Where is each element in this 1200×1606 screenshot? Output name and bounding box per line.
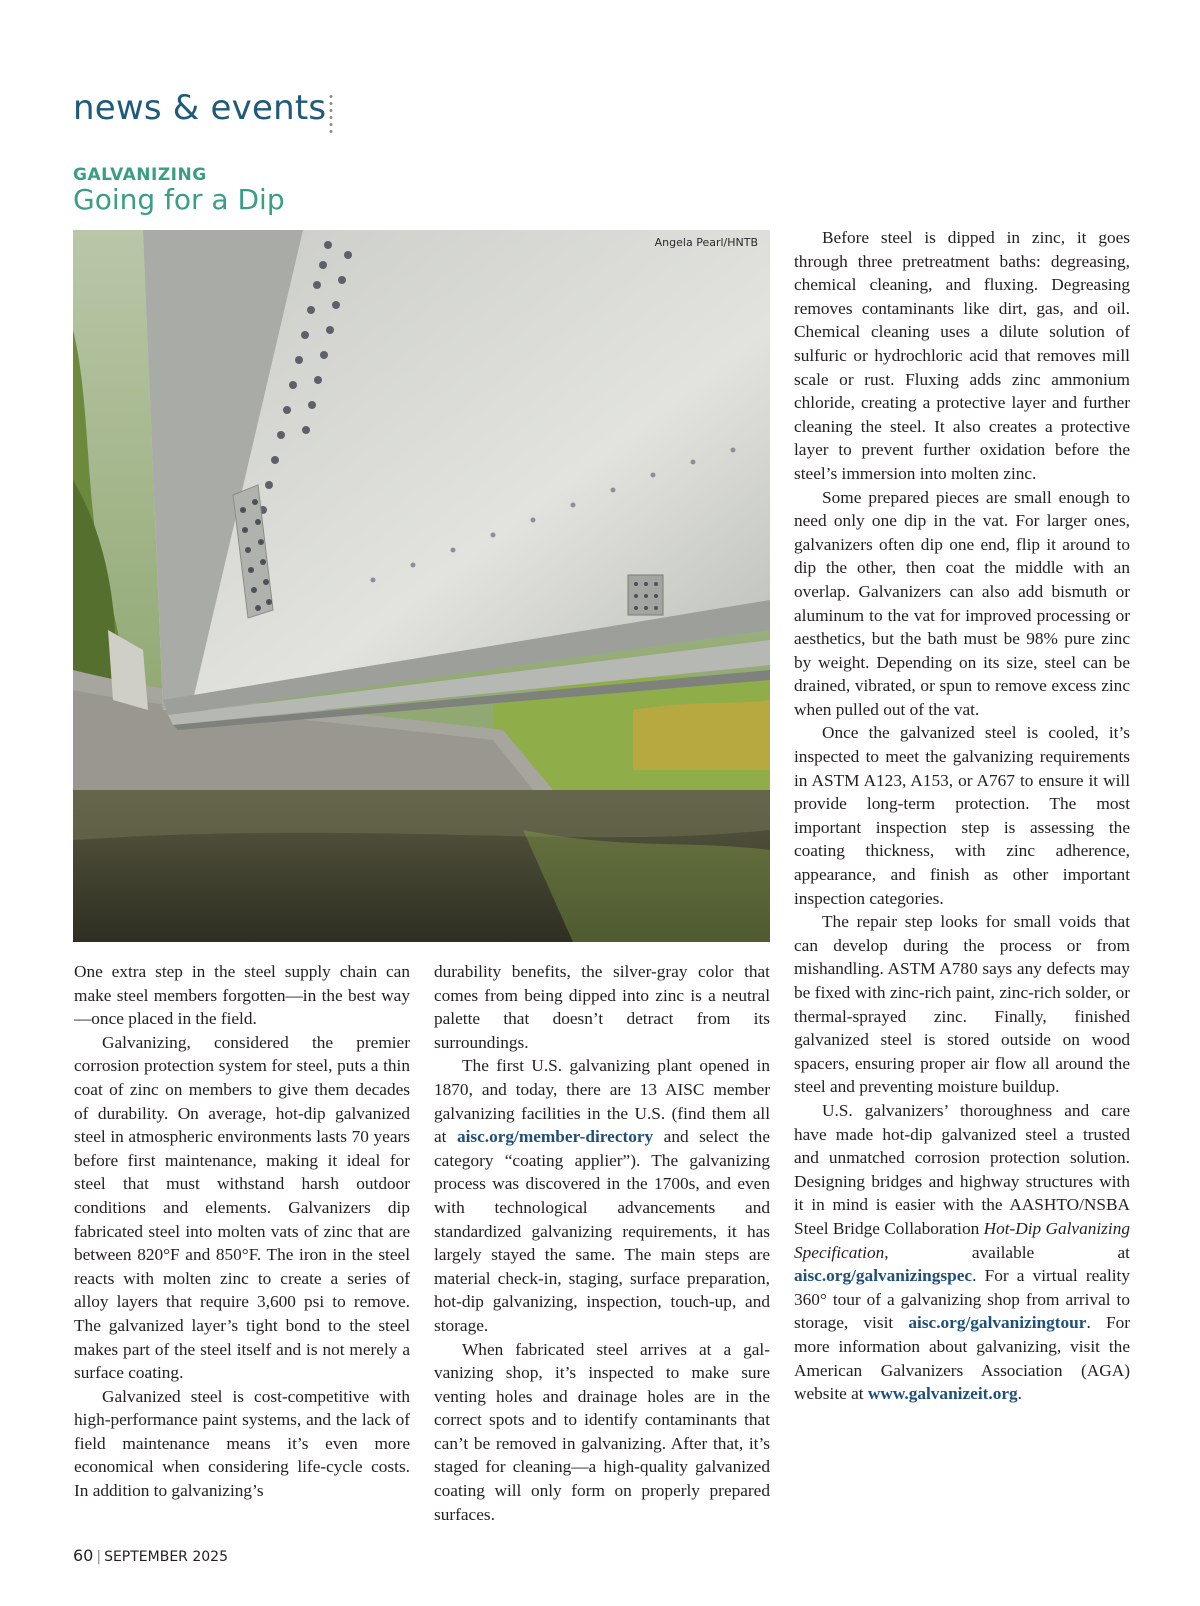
paragraph: One extra step in the steel supply chain can make steel members forgotten—in the best way—once placed in the field. — [74, 962, 410, 1029]
photo-credit: Angela Pearl/HNTB — [654, 236, 758, 249]
paragraph: Galvanizing, considered the premier corrosion protection system for steel, puts a thin coat of zinc on members to give them decades of durability. On average, hot-dip galvanized steel in atmospheric environments lasts 70 years before first maintenance, making it ideal for steel that must withstand harsh outdoor conditions and elements. Galvanizers dip fabricated steel into molten vats of zinc that are between 820°F and 850°F. The iron in the steel reacts with molten zinc to create a series of alloy layers that require 3,600 psi to remove. The galvanized layer’s tight bond to the steel makes part of the steel itself and is not merely a surface coating. — [74, 1032, 410, 1383]
aga-website-link[interactable]: www.galvanizeit.org — [867, 1384, 1018, 1404]
section-title: news & events — [73, 88, 327, 128]
spec-title: Hot-Dip Galvanizing Specification — [794, 1218, 1130, 1262]
paragraph — [434, 1054, 770, 1337]
article-column-3 — [794, 226, 1130, 1406]
bridge-underside-photo-icon — [73, 230, 770, 942]
article-column-2 — [434, 960, 770, 1526]
paragraph: Some prepared pieces are small enough to need only one dip in the vat. For larger ones, galvanizers often dip one end, flip it around to dip the other, then coat the middle with an overlap. Galvanizers can also add bismuth or aluminum to the vat for improved processing or aesthetics, but the bath must be 98% pure zinc by weight. Depending on its size, steel can be drained, vibrated, or spun to remove excess zinc when pulled out of the vat. — [794, 487, 1130, 719]
paragraph-text: . For a virtual reality 360° tour of a galvanizing shop from arrival to storage, visit — [794, 1266, 1130, 1333]
article-headline: Going for a Dip — [73, 183, 285, 216]
issue-date: SEPTEMBER 2025 — [104, 1549, 228, 1565]
galvanizing-tour-link[interactable]: aisc.org/galvanizingtour — [908, 1313, 1087, 1333]
paragraph-text: The first U.S. galvanizing plant opened in 1870, and today, there are 13 AISC member galvanizing facilities in the U.S. (find them all at — [434, 1056, 770, 1147]
page-number: 60 — [73, 1546, 94, 1565]
dotted-divider — [329, 93, 333, 137]
paragraph-text: . For more information about galvanizing, visit the American Galvanizers Association (AGA) website at — [794, 1313, 1130, 1404]
galvanizing-spec-link[interactable]: aisc.org/galvanizingspec — [794, 1266, 973, 1286]
paragraph: Galvanized steel is cost-competitive with high-performance paint systems, and the lack of field maintenance means it’s even more economical when considering life-cycle costs. In addition to galvanizing’s — [74, 1386, 410, 1501]
page-footer — [73, 1546, 228, 1565]
paragraph-text: U.S. galvanizers’ thoroughness and care have made hot-dip galvanized steel a trusted and unmatched corrosion protection solution. Designing bridges and highway structures with it in mind is easier with the AASHTO/NSBA Steel Bridge Collaboration — [794, 1100, 1130, 1238]
paragraph-text: and select the category “coating applier”). The galvanizing process was discovered in the 1700s, and even with technological advancements and standardized galvanizing requirements, it has largely stayed the same. The main steps are material check-in, staging, surface preparation, hot-dip galvanizing, inspection, touch-up, and storage. — [434, 1127, 770, 1335]
article-kicker: GALVANIZING — [73, 165, 207, 185]
paragraph: durability benefits, the silver-gray color that comes from being dipped into zinc is a neutral palette that doesn’t detract from its surroundings. — [434, 962, 770, 1052]
paragraph-text: , available at — [884, 1242, 1130, 1262]
paragraph — [794, 1099, 1130, 1406]
paragraph: Once the galvanized steel is cooled, it’s inspected to meet the galvanizing requirements in ASTM A123, A153, or A767 to ensure it will provide long-term protection. The most important inspection step is assessing the coating thickness, with zinc adherence, appearance, and finish as other important inspection categories. — [794, 723, 1130, 908]
paragraph: Before steel is dipped in zinc, it goes through three pretreatment baths: degreasing, chemical cleaning, and fluxing. Degreasing removes contaminants like dirt, gas, and oil. Chemical cleaning uses a dilute solution of sulfuric or hydrochloric acid that removes mill scale or rust. Fluxing adds zinc ammonium chloride, creating a protective layer and further cleaning the steel. It also creates a protective layer to prevent further oxidation before the steel’s immersion into molten zinc. — [794, 228, 1130, 483]
article-photo — [73, 230, 770, 942]
paragraph: The repair step looks for small voids that can develop during the process or from mishandling. ASTM A780 says any defects may be fixed with zinc-rich paint, zinc-rich solder, or thermal-sprayed zinc. Finally, finished galvanized steel is stored outside on wood spacers, ensuring proper air flow all around the steel and preventing moisture buildup. — [794, 912, 1130, 1097]
paragraph: When fabricated steel arrives at a galvanizing shop, it’s inspected to make sure venting holes and drainage holes are in the correct spots and to identify contaminants that can’t be removed in galvanizing. After that, it’s staged for cleaning—a high-quality galvanized coating will only form on properly prepared surfaces. — [434, 1339, 770, 1524]
member-directory-link[interactable]: aisc.org/member-directory — [456, 1127, 654, 1147]
footer-separator: | — [96, 1549, 102, 1565]
article-column-1 — [74, 960, 410, 1503]
paragraph-text: . — [1017, 1384, 1022, 1404]
